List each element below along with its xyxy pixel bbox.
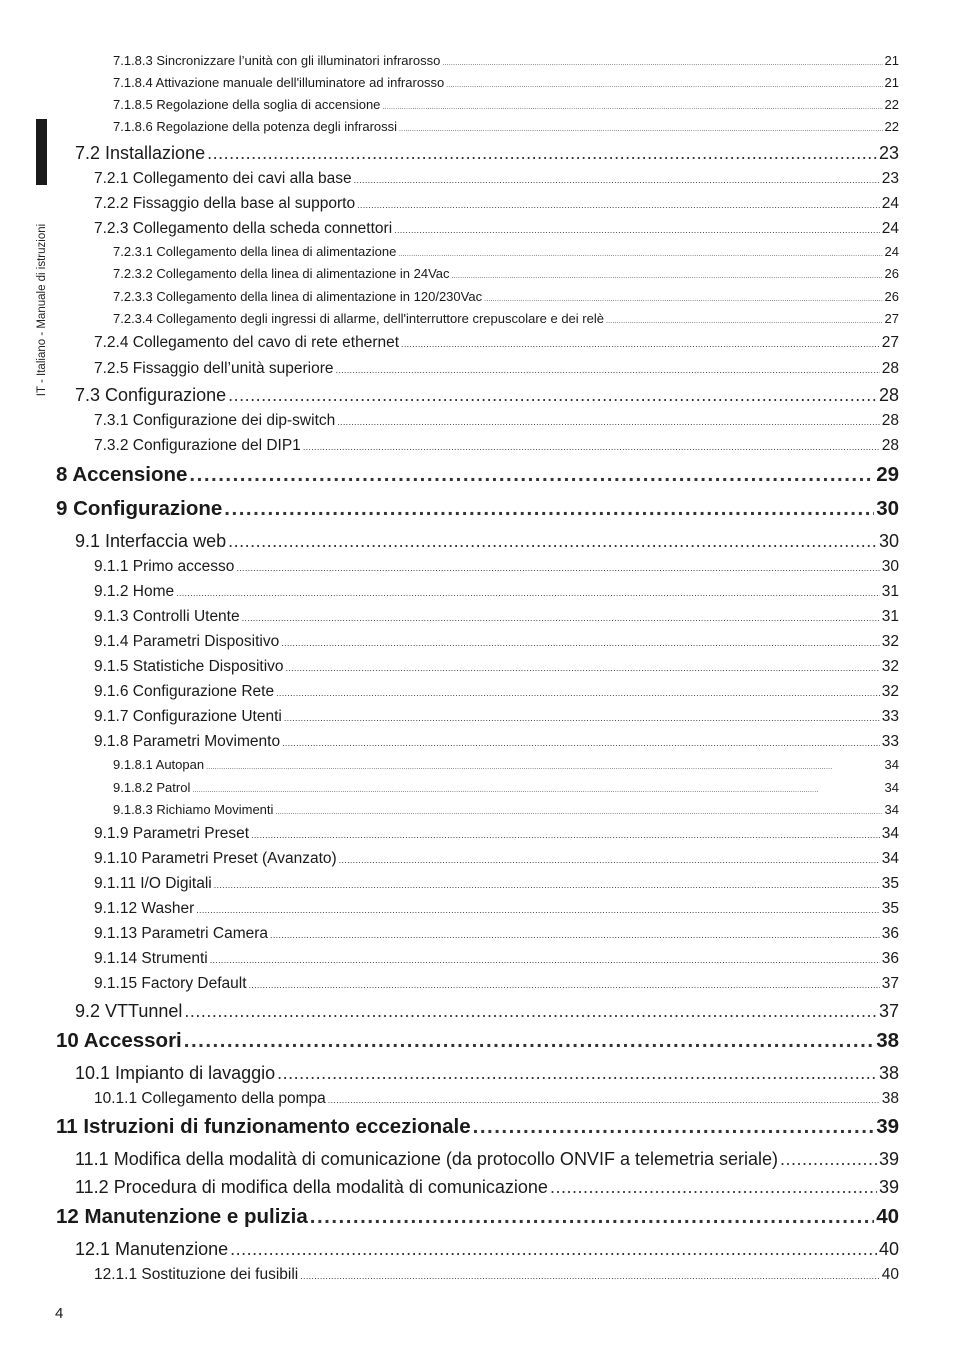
toc-entry[interactable] [75, 1177, 899, 1198]
toc-dot-leader [446, 82, 882, 89]
toc-entry[interactable] [75, 1063, 899, 1084]
toc-entry-page: 40 [878, 1239, 899, 1259]
toc-entry-page: 27 [884, 311, 899, 326]
toc-entry[interactable] [113, 266, 899, 281]
toc-dot-leader [275, 809, 882, 816]
toc-entry-page: 38 [881, 1090, 899, 1107]
toc-entry[interactable] [113, 289, 899, 304]
toc-entry-title: 7.1.8.5 Regolazione della soglia di accensione [113, 97, 381, 112]
toc-entry[interactable] [94, 608, 899, 626]
toc-entry-page: 26 [884, 266, 899, 281]
toc-dot-leader [339, 855, 880, 865]
toc-entry-title: 7.2.3 Collegamento della scheda connettori [94, 220, 393, 237]
toc-dot-leader [303, 442, 880, 452]
toc-entry-title: 12.1 Manutenzione [75, 1239, 229, 1259]
toc-entry-page: 36 [881, 950, 899, 967]
toc-entry-title: 9.1.7 Configurazione Utenti [94, 708, 282, 725]
toc-dot-leader [251, 830, 880, 840]
toc-dot-leader [228, 385, 877, 406]
toc-entry-page: 30 [876, 497, 899, 520]
toc-entry[interactable] [75, 1001, 899, 1022]
toc-dot-leader [214, 880, 880, 890]
toc-entry-page: 24 [881, 220, 899, 237]
toc-entry-title: 7.2 Installazione [75, 143, 206, 163]
toc-entry-title: 9.1.14 Strumenti [94, 950, 208, 967]
toc-dot-leader [300, 1271, 880, 1281]
toc-entry[interactable] [94, 558, 899, 576]
toc-entry-page: 26 [884, 289, 899, 304]
toc-entry-title: 9.1.8 Parametri Movimento [94, 733, 281, 750]
toc-entry-title: 12.1.1 Sostituzione dei fusibili [94, 1266, 299, 1283]
toc-dot-leader [337, 417, 880, 427]
toc-entry-title: 9.1.15 Factory Default [94, 975, 247, 992]
toc-entry[interactable] [94, 437, 899, 455]
toc-entry[interactable] [94, 950, 899, 968]
toc-dot-leader [270, 930, 880, 940]
toc-entry[interactable] [56, 463, 899, 487]
toc-entry-page: 27 [881, 334, 899, 351]
toc-entry-title: 7.2.2 Fissaggio della base al supporto [94, 195, 356, 212]
toc-dot-leader [206, 764, 882, 771]
toc-entry[interactable] [113, 119, 899, 134]
toc-entry-page: 24 [884, 244, 899, 259]
toc-entry-page: 23 [878, 143, 899, 163]
toc-entry[interactable] [94, 412, 899, 430]
toc-dot-leader [394, 225, 880, 235]
toc-entry-page: 33 [881, 733, 899, 750]
toc-dot-leader [336, 365, 880, 375]
toc-entry-page: 22 [884, 119, 899, 134]
toc-entry-page: 31 [881, 583, 899, 600]
toc-entry-title: 11.2 Procedura di modifica della modalità di comunicazione [75, 1177, 548, 1197]
toc-entry-title: 11.1 Modifica della modalità di comunicazione (da protocollo ONVIF a telemetria seriale) [75, 1149, 779, 1169]
toc-dot-leader [228, 531, 877, 552]
toc-entry-page: 40 [881, 1266, 899, 1283]
toc-entry[interactable] [56, 497, 899, 521]
toc-entry[interactable] [94, 875, 899, 893]
toc-dot-leader [442, 60, 882, 67]
toc-dot-leader [780, 1149, 877, 1170]
toc-entry-title: 9.1.5 Statistiche Dispositivo [94, 658, 284, 675]
toc-dot-leader [484, 296, 882, 303]
toc-entry-page: 32 [881, 658, 899, 675]
toc-entry[interactable] [94, 900, 899, 918]
toc-entry[interactable] [94, 633, 899, 651]
toc-entry-page: 30 [881, 558, 899, 575]
toc-entry-title: 7.3.2 Configurazione del DIP1 [94, 437, 301, 454]
toc-dot-leader [357, 200, 880, 210]
toc-entry-page: 29 [876, 463, 899, 486]
toc-dot-leader [242, 613, 880, 623]
toc-entry-title: 10 Accessori [56, 1029, 182, 1052]
toc-entry[interactable] [113, 780, 899, 795]
toc-entry-page: 37 [881, 975, 899, 992]
toc-entry-page: 38 [876, 1029, 899, 1052]
toc-entry-title: 10.1 Impianto di lavaggio [75, 1063, 276, 1083]
toc-entry-title: 11 Istruzioni di funzionamento eccezionale [56, 1115, 471, 1138]
toc-entry-title: 9.1.4 Parametri Dispositivo [94, 633, 280, 650]
toc-entry[interactable] [113, 802, 899, 817]
toc-entry-page: 28 [881, 412, 899, 429]
toc-entry[interactable] [94, 1090, 899, 1108]
toc-entry[interactable] [75, 1149, 899, 1170]
toc-entry-title: 9.1.9 Parametri Preset [94, 825, 250, 842]
toc-entry-page: 28 [881, 360, 899, 377]
toc-dot-leader [210, 955, 880, 965]
toc-entry-title: 7.2.3.4 Collegamento degli ingressi di allarme, dell'interruttore crepuscolare e dei relè [113, 311, 604, 326]
toc-entry-title: 9.1 Interfaccia web [75, 531, 227, 551]
toc-entry[interactable] [94, 850, 899, 868]
toc-entry[interactable] [94, 658, 899, 676]
toc-dot-leader [328, 1095, 880, 1105]
toc-dot-leader [606, 318, 883, 325]
toc-entry-page: 35 [881, 900, 899, 917]
toc-entry-page: 36 [881, 925, 899, 942]
toc-dot-leader [224, 497, 874, 521]
toc-entry-page: 21 [884, 75, 899, 90]
toc-dot-leader [176, 588, 880, 598]
toc-entry-title: 7.2.3.3 Collegamento della linea di alimentazione in 120/230Vac [113, 289, 483, 304]
toc-dot-leader [401, 339, 880, 349]
toc-entry-title: 7.1.8.6 Regolazione della potenza degli infrarossi [113, 119, 398, 134]
toc-entry-title: 12 Manutenzione e pulizia [56, 1205, 308, 1228]
toc-dot-leader [207, 143, 877, 164]
toc-entry-title: 7.2.5 Fissaggio dell’unità superiore [94, 360, 334, 377]
toc-dot-leader [189, 463, 874, 487]
toc-entry-page: 21 [884, 53, 899, 68]
toc-entry-title: 7.2.3.1 Collegamento della linea di alimentazione [113, 244, 397, 259]
toc-dot-leader [230, 1239, 877, 1260]
toc-entry[interactable] [94, 334, 899, 352]
page-number: 4 [55, 1305, 64, 1322]
toc-entry-title: 9.1.8.1 Autopan [113, 757, 205, 772]
toc-entry-title: 7.3.1 Configurazione dei dip-switch [94, 412, 336, 429]
toc-entry-page: 35 [881, 875, 899, 892]
toc-entry-page: 39 [878, 1177, 899, 1197]
toc-entry[interactable] [94, 170, 899, 188]
toc-entry[interactable] [94, 220, 899, 238]
toc-entry-title: 10.1.1 Collegamento della pompa [94, 1090, 326, 1107]
toc-dot-leader [184, 1001, 877, 1022]
toc-entry-title: 7.2.1 Collegamento dei cavi alla base [94, 170, 352, 187]
toc-entry[interactable] [94, 1266, 899, 1284]
toc-dot-leader [196, 905, 880, 915]
toc-dot-leader [550, 1177, 877, 1198]
toc-entry-title: 9.1.10 Parametri Preset (Avanzato) [94, 850, 337, 867]
toc-dot-leader [452, 273, 883, 280]
toc-dot-leader [277, 1063, 877, 1084]
toc-entry-page: 37 [878, 1001, 899, 1021]
toc-entry-title: 9.1.12 Washer [94, 900, 195, 917]
toc-entry[interactable] [94, 925, 899, 943]
toc-entry[interactable] [94, 975, 899, 993]
toc-entry-title: 9.1.13 Parametri Camera [94, 925, 269, 942]
toc-entry[interactable] [94, 733, 899, 751]
toc-entry-page: 33 [881, 708, 899, 725]
toc-entry-title: 9.2 VTTunnel [75, 1001, 183, 1021]
toc-dot-leader [354, 175, 880, 185]
toc-entry[interactable] [94, 825, 899, 843]
toc-entry-page: 28 [878, 385, 899, 405]
toc-dot-leader [192, 787, 882, 794]
toc-entry-title: 9 Configurazione [56, 497, 223, 520]
toc-entry-page: 24 [881, 195, 899, 212]
toc-entry[interactable] [113, 75, 899, 90]
toc-entry-page: 39 [876, 1115, 899, 1138]
toc-dot-leader [382, 104, 882, 111]
toc-dot-leader [276, 688, 880, 698]
toc-entry-page: 30 [878, 531, 899, 551]
toc-entry-page: 22 [884, 97, 899, 112]
toc-dot-leader [236, 563, 879, 573]
toc-entry-page: 28 [881, 437, 899, 454]
toc-entry-page: 34 [884, 780, 899, 795]
toc-entry[interactable] [113, 757, 899, 772]
toc-entry-title: 9.1.2 Home [94, 583, 175, 600]
toc-entry[interactable] [75, 531, 899, 552]
toc-entry-title: 7.1.8.4 Attivazione manuale dell'illuminatore ad infrarosso [113, 75, 445, 90]
toc-entry-page: 34 [884, 757, 899, 772]
toc-dot-leader [310, 1205, 874, 1229]
toc-dot-leader [282, 738, 880, 748]
toc-entry-page: 23 [881, 170, 899, 187]
toc-entry-page: 39 [878, 1149, 899, 1169]
toc-dot-leader [284, 713, 880, 723]
toc-dot-leader [184, 1029, 874, 1053]
toc-entry[interactable] [94, 683, 899, 701]
toc-entry[interactable] [113, 97, 899, 112]
toc-entry-title: 9.1.3 Controlli Utente [94, 608, 240, 625]
toc-dot-leader [399, 126, 883, 133]
toc-entry[interactable] [56, 1029, 899, 1053]
toc-entry-title: 9.1.8.3 Richiamo Movimenti [113, 802, 274, 817]
side-label-text: IT - Italiano - Manuale di istruzioni [36, 223, 48, 397]
toc-entry-page: 32 [881, 633, 899, 650]
toc-dot-leader [286, 663, 880, 673]
toc-entry-page: 32 [881, 683, 899, 700]
toc-dot-leader [473, 1115, 875, 1139]
toc-entry-title: 7.1.8.3 Sincronizzare l’unità con gli illuminatori infrarosso [113, 53, 441, 68]
toc-entry[interactable] [75, 1239, 899, 1260]
toc-dot-leader [398, 251, 882, 258]
toc-entry-title: 7.2.3.2 Collegamento della linea di alimentazione in 24Vac [113, 266, 450, 281]
toc-entry[interactable] [94, 360, 899, 378]
toc-entry[interactable] [56, 1115, 899, 1139]
toc-entry-title: 9.1.1 Primo accesso [94, 558, 235, 575]
toc-dot-leader [281, 638, 880, 648]
toc-entry-page: 31 [881, 608, 899, 625]
toc-entry[interactable] [75, 143, 899, 164]
toc-entry-page: 34 [881, 850, 899, 867]
toc-entry-title: 7.2.4 Collegamento del cavo di rete ethernet [94, 334, 400, 351]
toc-entry-page: 40 [876, 1205, 899, 1228]
toc-entry-title: 9.1.6 Configurazione Rete [94, 683, 275, 700]
toc-entry-page: 38 [878, 1063, 899, 1083]
toc-dot-leader [249, 980, 880, 990]
toc-entry[interactable] [113, 53, 899, 68]
toc-entry[interactable] [113, 244, 899, 259]
toc-entry-page: 34 [881, 825, 899, 842]
toc-entry-title: 8 Accensione [56, 463, 188, 486]
toc-entry-title: 9.1.8.2 Patrol [113, 780, 191, 795]
toc-entry[interactable] [75, 385, 899, 406]
toc-entry[interactable] [94, 708, 899, 726]
toc-entry[interactable] [56, 1205, 899, 1229]
toc-entry-title: 9.1.11 I/O Digitali [94, 875, 212, 892]
toc-entry-page: 34 [884, 802, 899, 817]
toc-entry-title: 7.3 Configurazione [75, 385, 227, 405]
toc-entry[interactable] [94, 583, 899, 601]
toc-entry[interactable] [94, 195, 899, 213]
toc-entry[interactable] [113, 311, 899, 326]
